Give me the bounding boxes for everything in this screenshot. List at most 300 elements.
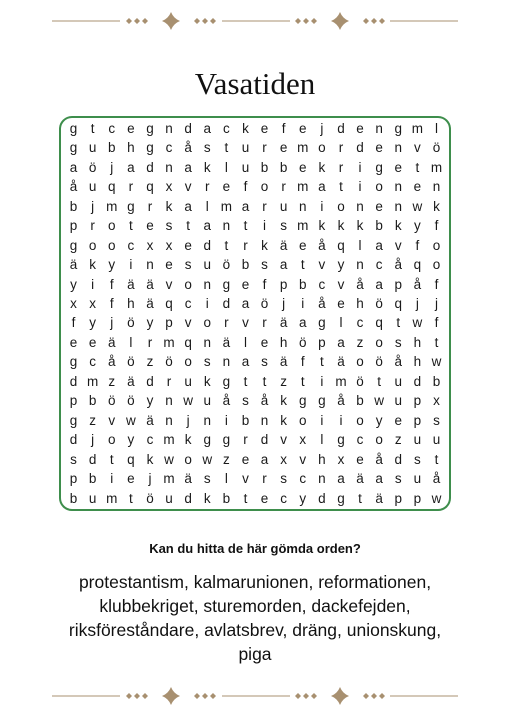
grid-letter: d: [413, 373, 422, 389]
page-title: Vasatiden: [194, 66, 316, 101]
grid-letter: g: [337, 432, 345, 448]
grid-letter: e: [260, 490, 269, 506]
grid-letter: u: [394, 373, 402, 389]
grid-letter: l: [205, 198, 209, 214]
grid-letter: e: [222, 179, 231, 195]
grid-letter: p: [413, 412, 422, 428]
grid-letter: q: [375, 315, 383, 331]
grid-letter: b: [298, 276, 307, 292]
grid-letter: o: [260, 179, 269, 195]
grid-letter: c: [299, 471, 307, 487]
grid-letter: u: [165, 490, 173, 506]
grid-letter: n: [165, 393, 173, 409]
grid-letter: t: [90, 120, 95, 136]
grid-letter: u: [413, 471, 422, 487]
grid-letter: ö: [127, 393, 135, 409]
grid-letter: l: [434, 120, 438, 136]
grid-letter: j: [320, 120, 324, 136]
grid-letter: ä: [356, 471, 364, 487]
grid-letter: k: [318, 159, 326, 175]
grid-letter: b: [69, 490, 78, 506]
grid-letter: m: [106, 490, 118, 506]
grid-letter: h: [127, 140, 135, 156]
grid-letter: e: [146, 218, 154, 234]
grid-letter: t: [128, 218, 133, 234]
grid-letter: p: [69, 393, 78, 409]
grid-letter: v: [165, 276, 173, 292]
grid-letter: y: [89, 315, 97, 331]
grid-letter: ä: [222, 334, 231, 350]
grid-letter: l: [339, 315, 343, 331]
grid-letter: j: [415, 296, 419, 312]
grid-letter: g: [318, 315, 326, 331]
grid-letter: s: [394, 471, 402, 487]
word-list: protestantism, kalmarunionen, reformationen, klubbekriget, sturemorden, dackefejden, riksföreståndare, avlatsbrev, dräng, unionskung, piga: [68, 572, 442, 664]
grid-letter: o: [432, 257, 441, 273]
grid-letter: a: [203, 218, 211, 234]
grid-letter: o: [184, 451, 192, 467]
grid-letter: c: [108, 120, 116, 136]
grid-letter: c: [165, 140, 173, 156]
grid-letter: r: [128, 179, 134, 195]
grid-letter: j: [186, 412, 190, 428]
grid-letter: g: [394, 120, 402, 136]
grid-letter: e: [260, 120, 269, 136]
grid-letter: l: [129, 334, 133, 350]
grid-letter: ä: [184, 471, 192, 487]
grid-letter: r: [262, 140, 267, 156]
grid-letter: ä: [146, 412, 154, 428]
grid-letter: a: [241, 296, 250, 312]
grid-letter: w: [374, 393, 385, 409]
grid-letter: k: [433, 198, 440, 214]
grid-letter: c: [318, 276, 326, 292]
grid-letter: l: [358, 237, 362, 253]
grid-letter: x: [299, 432, 307, 448]
grid-letter: e: [356, 120, 364, 136]
grid-letter: n: [432, 179, 441, 195]
grid-letter: s: [242, 393, 249, 409]
grid-letter: a: [127, 159, 135, 175]
grid-letter: r: [90, 218, 95, 234]
grid-letter: z: [280, 373, 288, 389]
grid-letter: u: [241, 140, 250, 156]
grid-letter: t: [396, 315, 401, 331]
grid-letter: ö: [260, 296, 269, 312]
grid-letter: x: [70, 296, 77, 312]
grid-letter: e: [375, 198, 383, 214]
grid-letter: e: [241, 276, 250, 292]
grid-letter: s: [261, 354, 268, 370]
grid-letter: p: [165, 315, 173, 331]
grid-letter: ä: [279, 237, 288, 253]
grid-letter: i: [320, 373, 324, 389]
grid-letter: r: [147, 198, 153, 214]
grid-letter: s: [261, 257, 268, 273]
grid-letter: t: [109, 451, 114, 467]
grid-letter: c: [184, 296, 192, 312]
grid-letter: t: [128, 490, 133, 506]
grid-letter: n: [203, 412, 211, 428]
grid-letter: ö: [88, 159, 97, 175]
grid-letter: j: [434, 296, 438, 312]
grid-letter: t: [434, 451, 439, 467]
grid-letter: o: [375, 179, 383, 195]
grid-letter: d: [337, 120, 345, 136]
grid-letter: e: [88, 334, 97, 350]
grid-letter: t: [243, 373, 248, 389]
grid-letter: x: [146, 237, 154, 253]
grid-letter: k: [280, 412, 288, 428]
grid-letter: n: [394, 198, 402, 214]
grid-letter: i: [301, 296, 305, 312]
grid-letter: å: [337, 393, 345, 409]
grid-letter: f: [109, 296, 114, 312]
grid-letter: w: [202, 451, 213, 467]
grid-letter: y: [299, 490, 307, 506]
grid-letter: i: [224, 412, 228, 428]
grid-letter: n: [260, 412, 269, 428]
grid-letter: v: [242, 315, 249, 331]
grid-letter: b: [279, 159, 288, 175]
grid-letter: p: [394, 490, 402, 506]
grid-letter: a: [184, 198, 192, 214]
grid-letter: z: [146, 354, 154, 370]
grid-letter: m: [297, 140, 309, 156]
grid-letter: u: [88, 179, 97, 195]
grid-letter: a: [375, 471, 383, 487]
grid-letter: o: [375, 334, 383, 350]
grid-letter: ä: [279, 354, 288, 370]
grid-letter: ä: [375, 490, 383, 506]
grid-letter: k: [280, 393, 288, 409]
grid-letter: d: [184, 490, 192, 506]
grid-letter: o: [203, 315, 211, 331]
grid-letter: g: [127, 198, 135, 214]
grid-letter: m: [163, 432, 175, 448]
grid-letter: l: [320, 432, 324, 448]
grid-letter: å: [318, 237, 326, 253]
grid-letter: ö: [107, 393, 116, 409]
grid-letter: i: [320, 412, 324, 428]
grid-letter: g: [69, 412, 78, 428]
grid-letter: t: [243, 490, 248, 506]
grid-letter: v: [184, 315, 192, 331]
grid-letter: z: [356, 334, 364, 350]
grid-letter: n: [375, 120, 383, 136]
top-ornament-icon: [0, 11, 510, 31]
grid-letter: e: [337, 296, 345, 312]
grid-letter: o: [318, 140, 326, 156]
grid-letter: m: [335, 373, 347, 389]
grid-letter: i: [263, 218, 267, 234]
grid-letter: ä: [337, 354, 345, 370]
grid-letter: h: [413, 354, 422, 370]
grid-letter: r: [262, 198, 267, 214]
grid-letter: n: [356, 257, 364, 273]
grid-letter: n: [165, 159, 173, 175]
grid-letter: b: [241, 257, 250, 273]
grid-letter: v: [280, 432, 288, 448]
grid-letter: v: [413, 140, 421, 156]
grid-letter: t: [415, 159, 420, 175]
grid-letter: y: [375, 412, 383, 428]
grid-letter: e: [184, 237, 192, 253]
grid-letter: m: [106, 198, 118, 214]
grid-letter: e: [298, 159, 307, 175]
grid-letter: f: [109, 276, 114, 292]
grid-letter: z: [89, 412, 97, 428]
grid-letter: n: [394, 140, 402, 156]
grid-letter: v: [108, 412, 116, 428]
grid-letter: å: [260, 393, 269, 409]
grid-letter: q: [146, 179, 154, 195]
grid-letter: s: [280, 471, 288, 487]
grid-letter: x: [165, 179, 173, 195]
grid-letter: a: [260, 451, 269, 467]
grid-letter: ö: [298, 334, 307, 350]
grid-letter: å: [356, 276, 364, 292]
grid-letter: g: [69, 140, 78, 156]
grid-letter: g: [298, 393, 307, 409]
grid-letter: w: [412, 315, 423, 331]
grid-letter: x: [89, 296, 97, 312]
grid-letter: g: [69, 237, 78, 253]
grid-letter: s: [70, 451, 77, 467]
grid-letter: ö: [165, 354, 173, 370]
grid-letter: x: [433, 393, 440, 409]
grid-letter: m: [297, 218, 309, 234]
grid-letter: u: [88, 140, 97, 156]
grid-letter: s: [280, 218, 288, 234]
grid-letter: m: [163, 471, 175, 487]
grid-letter: n: [165, 120, 173, 136]
grid-letter: t: [300, 373, 305, 389]
grid-letter: y: [127, 432, 135, 448]
grid-letter: k: [165, 198, 173, 214]
grid-letter: v: [318, 257, 326, 273]
grid-letter: b: [222, 490, 231, 506]
grid-letter: n: [146, 257, 154, 273]
grid-letter: d: [88, 451, 97, 467]
grid-letter: ä: [279, 315, 288, 331]
grid-letter: i: [205, 296, 209, 312]
grid-letter: b: [88, 471, 97, 487]
grid-letter: d: [69, 373, 78, 389]
grid-letter: l: [243, 334, 247, 350]
grid-letter: w: [431, 490, 442, 506]
grid-letter: u: [394, 393, 402, 409]
grid-letter: s: [203, 354, 211, 370]
grid-letter: å: [413, 276, 422, 292]
grid-letter: o: [432, 237, 441, 253]
grid-letter: n: [356, 198, 364, 214]
grid-letter: e: [279, 140, 288, 156]
grid-letter: a: [203, 120, 211, 136]
grid-letter: a: [241, 198, 250, 214]
grid-letter: v: [184, 179, 192, 195]
grid-letter: p: [279, 276, 288, 292]
grid-letter: e: [298, 120, 307, 136]
grid-letter: b: [69, 198, 78, 214]
grid-letter: r: [243, 432, 248, 448]
grid-letter: h: [413, 334, 422, 350]
grid-letter: w: [431, 354, 442, 370]
grid-letter: n: [203, 276, 211, 292]
grid-letter: b: [432, 373, 441, 389]
grid-letter: ä: [146, 296, 154, 312]
grid-letter: g: [318, 393, 326, 409]
grid-letter: c: [280, 490, 288, 506]
grid-letter: d: [260, 432, 269, 448]
grid-letter: c: [146, 432, 154, 448]
grid-letter: q: [165, 296, 173, 312]
grid-letter: r: [281, 179, 286, 195]
grid-letter: a: [279, 257, 288, 273]
grid-letter: k: [203, 159, 211, 175]
grid-letter: i: [358, 159, 362, 175]
grid-letter: e: [394, 412, 402, 428]
grid-letter: ö: [127, 315, 135, 331]
grid-letter: ö: [375, 296, 383, 312]
grid-letter: o: [88, 237, 97, 253]
grid-letter: r: [204, 179, 210, 195]
grid-letter: u: [413, 432, 422, 448]
grid-letter: s: [165, 218, 173, 234]
grid-letter: å: [318, 296, 326, 312]
grid-letter: f: [415, 237, 420, 253]
grid-letter: d: [222, 296, 231, 312]
grid-letter: t: [358, 490, 362, 506]
grid-letter: y: [337, 257, 345, 273]
grid-letter: k: [261, 237, 268, 253]
grid-letter: q: [394, 296, 402, 312]
grid-letter: t: [224, 237, 229, 253]
grid-letter: i: [110, 471, 114, 487]
grid-letter: ä: [127, 373, 135, 389]
grid-letter: å: [394, 354, 402, 370]
grid-letter: p: [413, 393, 422, 409]
grid-letter: j: [148, 471, 152, 487]
grid-letter: y: [108, 257, 116, 273]
grid-letter: y: [413, 218, 421, 234]
grid-letter: g: [222, 276, 231, 292]
grid-letter: e: [127, 120, 135, 136]
grid-letter: g: [375, 159, 383, 175]
grid-letter: o: [375, 432, 383, 448]
grid-letter: f: [434, 276, 439, 292]
grid-letter: h: [356, 296, 364, 312]
grid-letter: o: [356, 354, 364, 370]
instruction-text: Kan du hitta de här gömda orden?: [149, 541, 361, 556]
grid-letter: f: [71, 315, 76, 331]
grid-letter: d: [318, 490, 326, 506]
grid-letter: g: [146, 120, 154, 136]
grid-letter: k: [356, 218, 364, 234]
grid-letter: n: [298, 198, 307, 214]
grid-letter: i: [320, 198, 324, 214]
grid-letter: ö: [127, 354, 135, 370]
grid-letter: n: [165, 412, 173, 428]
grid-letter: g: [222, 373, 231, 389]
grid-letter: o: [337, 198, 345, 214]
grid-letter: j: [91, 432, 95, 448]
grid-letter: ä: [69, 257, 78, 273]
grid-letter: p: [69, 471, 78, 487]
grid-letter: f: [434, 315, 439, 331]
grid-letter: b: [356, 393, 364, 409]
grid-letter: ö: [432, 140, 441, 156]
grid-letter: e: [69, 334, 78, 350]
grid-letter: d: [146, 159, 154, 175]
grid-letter: g: [69, 354, 78, 370]
grid-letter: v: [299, 451, 307, 467]
grid-letter: k: [203, 373, 211, 389]
grid-letter: ö: [222, 257, 231, 273]
grid-letter: w: [183, 393, 194, 409]
grid-letter: o: [107, 218, 116, 234]
grid-letter: g: [337, 490, 345, 506]
grid-letter: n: [394, 179, 402, 195]
grid-letter: k: [242, 120, 249, 136]
grid-letter: a: [69, 159, 78, 175]
grid-letter: r: [338, 159, 344, 175]
grid-letter: m: [220, 198, 232, 214]
grid-letter: n: [222, 218, 231, 234]
grid-letter: s: [203, 471, 211, 487]
grid-letter: t: [262, 373, 267, 389]
grid-letter: å: [432, 471, 441, 487]
grid-letter: z: [108, 373, 116, 389]
grid-letter: i: [129, 257, 133, 273]
grid-letter: k: [318, 218, 326, 234]
grid-letter: o: [298, 412, 307, 428]
grid-letter: f: [243, 179, 248, 195]
grid-letter: f: [262, 276, 267, 292]
grid-letter: ö: [356, 373, 364, 389]
grid-letter: q: [107, 179, 116, 195]
grid-letter: g: [203, 432, 211, 448]
grid-letter: d: [203, 237, 211, 253]
grid-letter: c: [356, 315, 364, 331]
grid-letter: k: [394, 218, 402, 234]
grid-letter: u: [279, 198, 288, 214]
grid-letter: u: [203, 257, 211, 273]
grid-letter: g: [146, 140, 154, 156]
grid-letter: p: [69, 218, 78, 234]
grid-letter: å: [394, 257, 402, 273]
grid-letter: g: [69, 120, 78, 136]
grid-letter: a: [375, 276, 383, 292]
grid-letter: n: [318, 471, 326, 487]
grid-letter: h: [127, 296, 135, 312]
grid-letter: å: [222, 393, 231, 409]
grid-letter: x: [280, 451, 288, 467]
grid-letter: k: [184, 432, 192, 448]
grid-letter: i: [339, 412, 343, 428]
grid-letter: g: [222, 432, 231, 448]
grid-letter: s: [184, 257, 192, 273]
grid-letter: b: [260, 159, 269, 175]
bottom-ornament-icon: [0, 686, 510, 706]
grid-letter: ä: [107, 334, 116, 350]
grid-letter: m: [163, 334, 175, 350]
grid-letter: r: [262, 315, 267, 331]
grid-letter: t: [224, 140, 229, 156]
grid-letter: r: [338, 140, 344, 156]
grid-letter: å: [107, 354, 116, 370]
grid-letter: d: [184, 120, 192, 136]
